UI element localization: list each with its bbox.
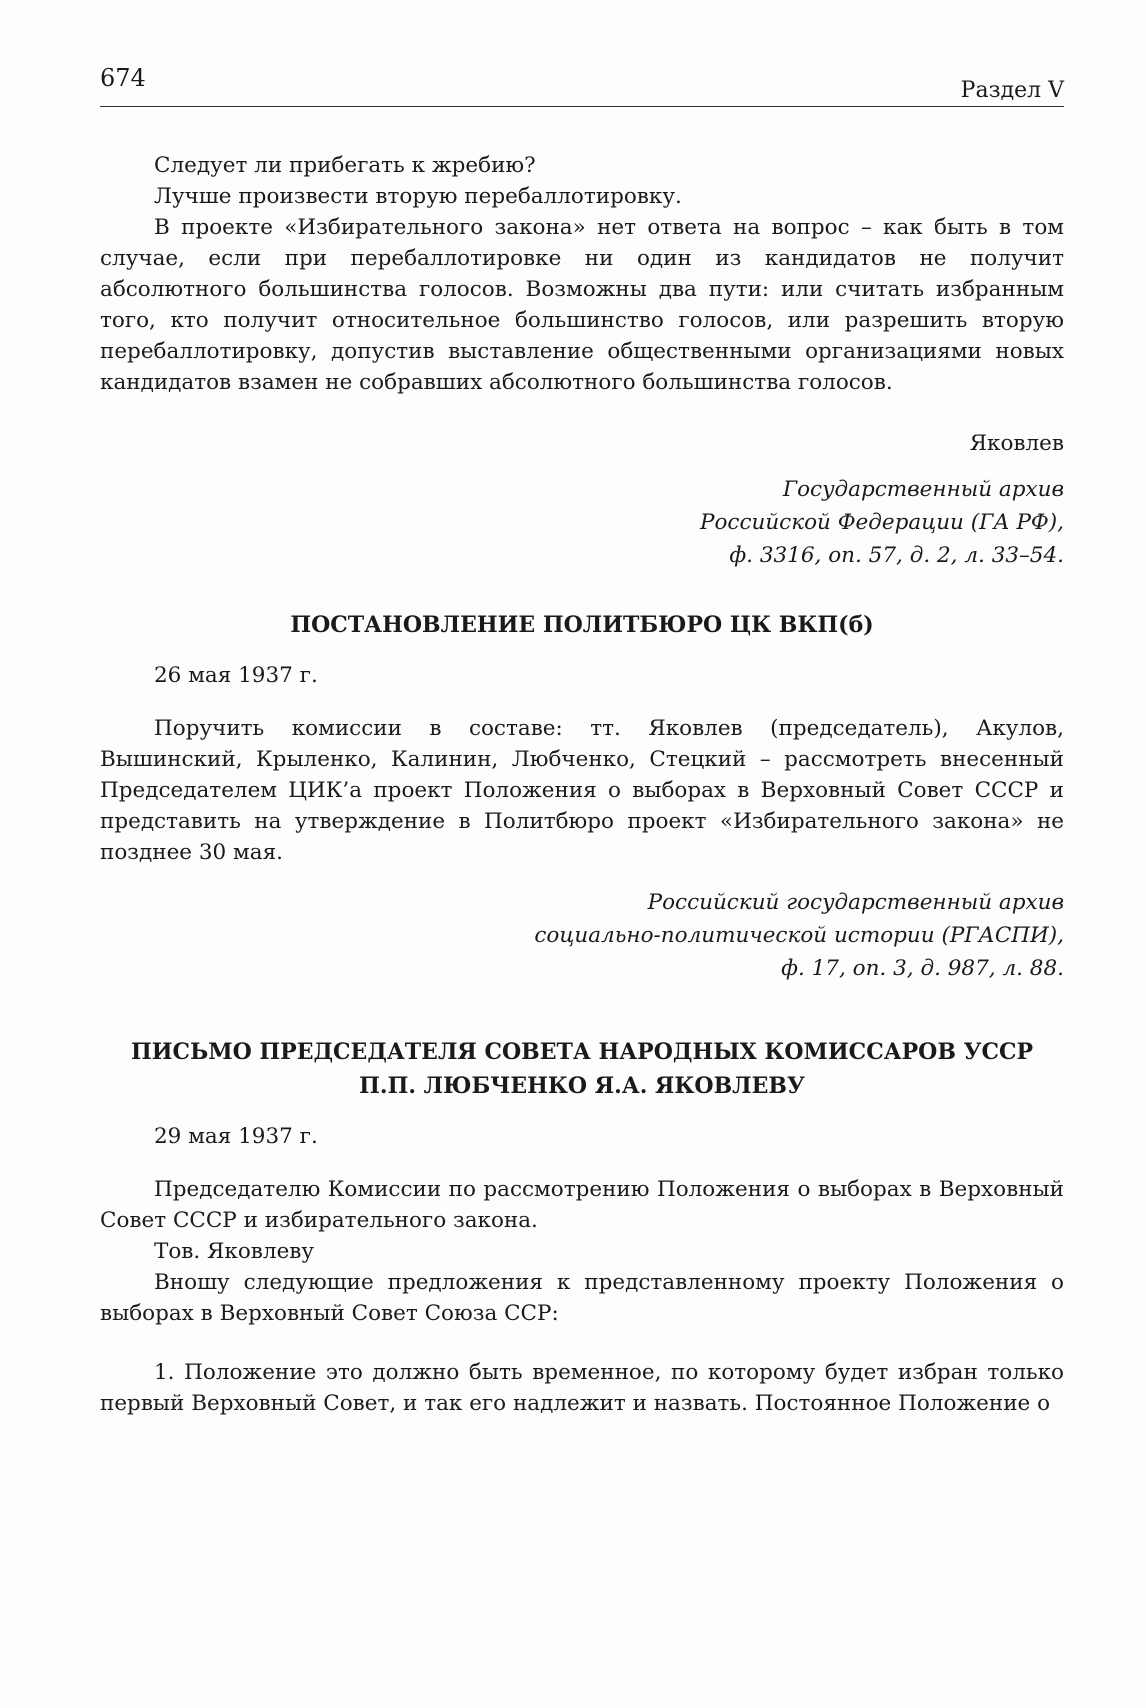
doc3-title xyxy=(100,1035,1064,1103)
doc3-paragraph-3: Вношу следующие предложения к представленному проекту Положения о выборах в Верховный Совет Союза ССР: xyxy=(100,1270,1064,1326)
doc2-archive-source xyxy=(100,886,1064,985)
doc1-source-line-3: ф. 3316, оп. 57, д. 2, л. 33–54. xyxy=(729,543,1064,568)
doc1-source-line-1: Государственный архив xyxy=(782,477,1064,502)
page-number: 674 xyxy=(100,64,146,92)
doc2-source-line-1: Российский государственный архив xyxy=(647,890,1064,915)
doc2-source-line-3: ф. 17, оп. 3, д. 987, л. 88. xyxy=(781,956,1064,981)
doc1-paragraph-1: Следует ли прибегать к жребию? xyxy=(154,153,536,178)
doc3-title-line-2: П.П. ЛЮБЧЕНКО Я.А. ЯКОВЛЕВУ xyxy=(359,1073,805,1099)
doc1-signature: Яковлев xyxy=(969,431,1064,456)
page-header xyxy=(100,62,1064,107)
doc2-title: ПОСТАНОВЛЕНИЕ ПОЛИТБЮРО ЦК ВКП(б) xyxy=(290,612,874,638)
doc2-source-line-2: социально-политической истории (РГАСПИ), xyxy=(534,923,1064,948)
doc1-paragraph-3: В проекте «Избирательного закона» нет ответа на вопрос – как быть в том случае, если при перебаллотировке ни один из кандидатов не получит абсолютного большинства голосов. Возможны два пути: или считать избранным того, кто получит относительное большинство голосов, или разрешить вторую перебаллотировку, допустив выставление общественными организациями новых кандидатов взамен не собравших абсолютного большинства голосов. xyxy=(100,215,1064,395)
doc2-paragraph-1: Поручить комиссии в составе: тт. Яковлев (председатель), Акулов, Вышинский, Крыленко, Калинин, Любченко, Стецкий – рассмотреть внесенный Председателем ЦИК’а проект Положения о выборах в Верховный Совет СССР и представить на утверждение в Политбюро проект «Избирательного закона» не позднее 30 мая. xyxy=(100,716,1064,865)
doc3-paragraph-2: Тов. Яковлеву xyxy=(154,1239,315,1264)
doc2-date: 26 мая 1937 г. xyxy=(154,663,318,688)
doc3-title-line-1: ПИСЬМО ПРЕДСЕДАТЕЛЯ СОВЕТА НАРОДНЫХ КОМИССАРОВ УССР xyxy=(131,1039,1033,1065)
running-head: Раздел V xyxy=(960,78,1064,103)
doc3-paragraph-4: 1. Положение это должно быть временное, по которому будет избран только первый Верховный Совет, и так его надлежит и назвать. Постоянное Положение о xyxy=(100,1360,1064,1416)
doc1-archive-source xyxy=(100,473,1064,572)
doc1-source-line-2: Российской Федерации (ГА РФ), xyxy=(700,510,1064,535)
page-body xyxy=(100,150,1064,1419)
doc3-paragraph-1: Председателю Комиссии по рассмотрению Положения о выборах в Верховный Совет СССР и избирательного закона. xyxy=(100,1177,1064,1233)
doc1-paragraph-2: Лучше произвести вторую перебаллотировку. xyxy=(154,184,682,209)
doc3-date: 29 мая 1937 г. xyxy=(154,1124,318,1149)
